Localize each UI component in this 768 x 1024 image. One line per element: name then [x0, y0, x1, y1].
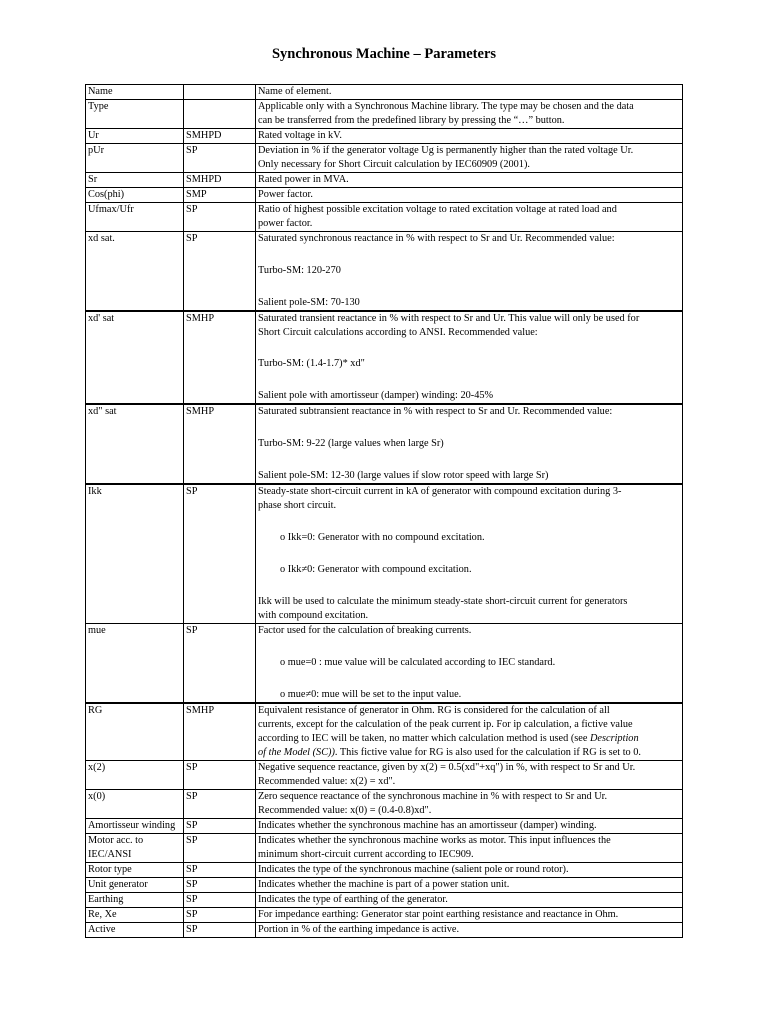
param-description [256, 203, 683, 232]
recommended-value: Turbo-SM: 9-22 (large values when large Sr) [258, 438, 444, 449]
param-description [256, 100, 683, 129]
param-library: SP [184, 624, 256, 704]
bullet-item: o mue=0 : mue value will be calculated according to IEC standard. [280, 657, 556, 668]
reference-link-text: Description [589, 733, 639, 744]
table-row [86, 908, 683, 923]
description-line: Steady-state short-circuit current in kA of generator with compound excitation during 3- [258, 486, 622, 497]
param-name: mue [86, 624, 184, 704]
param-name: xd' sat [86, 311, 184, 404]
param-name: Type [86, 100, 184, 129]
param-library: SMHP [184, 404, 256, 484]
param-name: Re, Xe [86, 908, 184, 923]
recommended-value: Salient pole with amortisseur (damper) winding: 20-45% [258, 390, 494, 401]
param-name: Ikk [86, 484, 184, 624]
table-row [86, 790, 683, 819]
param-name: Earthing [86, 893, 184, 908]
bullet-item: o mue≠0: mue will be set to the input value. [280, 689, 462, 700]
description-line: Equivalent resistance of generator in Ohm. RG is considered for the calculation of all [258, 705, 610, 716]
table-row [86, 834, 683, 863]
param-library: SP [184, 834, 256, 863]
param-library [184, 85, 256, 100]
param-description [256, 790, 683, 819]
param-library: SP [184, 761, 256, 790]
description-line [258, 746, 680, 760]
param-name [86, 834, 184, 863]
param-description: Indicates whether the synchronous machine has an amortisseur (damper) winding. [256, 819, 683, 834]
param-name-line: Motor acc. to [88, 835, 144, 846]
param-name: x(2) [86, 761, 184, 790]
description-line: Zero sequence reactance of the synchronous machine in % with respect to Sr and Ur. [258, 791, 608, 802]
param-description [256, 311, 683, 404]
param-description [256, 703, 683, 761]
table-row [86, 311, 683, 404]
recommended-value: Salient pole-SM: 12-30 (large values if slow rotor speed with large Sr) [258, 470, 549, 481]
param-library: SP [184, 484, 256, 624]
table-row [86, 761, 683, 790]
param-name: Active [86, 923, 184, 938]
page-title: Synchronous Machine – Parameters [271, 46, 497, 62]
bullet-item: o Ikk≠0: Generator with compound excitation. [280, 564, 472, 575]
param-description: Name of element. [256, 85, 683, 100]
table-row [86, 624, 683, 704]
param-library: SP [184, 923, 256, 938]
description-line: can be transferred from the predefined library by pressing the “…” button. [258, 115, 565, 126]
param-name: xd" sat [86, 404, 184, 484]
description-line: Recommended value: x(2) = xd". [258, 776, 396, 787]
param-library: SP [184, 863, 256, 878]
recommended-value: Turbo-SM: 120-270 [258, 265, 341, 276]
param-description [256, 834, 683, 863]
param-library [184, 100, 256, 129]
param-description: Rated voltage in kV. [256, 129, 683, 144]
description-line: Indicates whether the synchronous machine works as motor. This input influences the [258, 835, 611, 846]
param-description [256, 484, 683, 624]
table-row [86, 203, 683, 232]
table-row [86, 85, 683, 100]
param-library: SMHP [184, 703, 256, 761]
param-library: SMHPD [184, 129, 256, 144]
param-description [256, 144, 683, 173]
param-description: Indicates the type of earthing of the generator. [256, 893, 683, 908]
table-row [86, 404, 683, 484]
table-row [86, 188, 683, 203]
param-description [256, 404, 683, 484]
param-name: Unit generator [86, 878, 184, 893]
description-line: Factor used for the calculation of breaking currents. [258, 625, 472, 636]
table-row [86, 893, 683, 908]
param-library: SP [184, 908, 256, 923]
param-description: Indicates whether the machine is part of a power station unit. [256, 878, 683, 893]
param-name: x(0) [86, 790, 184, 819]
param-description [256, 761, 683, 790]
param-library: SMHP [184, 311, 256, 404]
description-line: currents, except for the calculation of the peak current ip. For ip calculation, a fictive value [258, 719, 633, 730]
table-row [86, 173, 683, 188]
param-name: RG [86, 703, 184, 761]
param-library: SMP [184, 188, 256, 203]
description-line: Applicable only with a Synchronous Machine library. The type may be chosen and the data [258, 101, 634, 112]
param-library: SP [184, 203, 256, 232]
table-row [86, 484, 683, 624]
param-name: Ufmax/Ufr [86, 203, 184, 232]
description-line: with compound excitation. [258, 610, 369, 621]
recommended-value: Turbo-SM: (1.4-1.7)* xd" [258, 358, 365, 369]
description-line: Saturated synchronous reactance in % with respect to Sr and Ur. Recommended value: [258, 233, 615, 244]
table-row [86, 878, 683, 893]
description-line: Negative sequence reactance, given by x(2) = 0.5(xd"+xq") in %, with respect to Sr and Ur. [258, 762, 636, 773]
description-line: phase short circuit. [258, 500, 337, 511]
param-description: Portion in % of the earthing impedance is active. [256, 923, 683, 938]
table-row [86, 923, 683, 938]
param-library: SP [184, 232, 256, 312]
table-row [86, 129, 683, 144]
description-line: Saturated transient reactance in % with respect to Sr and Ur. This value will only be used for [258, 313, 640, 324]
table-row [86, 819, 683, 834]
param-description: Power factor. [256, 188, 683, 203]
description-line: Ikk will be used to calculate the minimum steady-state short-circuit current for generators [258, 596, 628, 607]
parameters-table [85, 84, 683, 938]
param-description: Rated power in MVA. [256, 173, 683, 188]
description-line: Saturated subtransient reactance in % with respect to Sr and Ur. Recommended value: [258, 406, 613, 417]
param-name: xd sat. [86, 232, 184, 312]
table-row [86, 863, 683, 878]
description-line: power factor. [258, 218, 313, 229]
param-name-line: IEC/ANSI [88, 849, 132, 860]
param-library: SP [184, 144, 256, 173]
param-name: Name [86, 85, 184, 100]
description-line: Recommended value: x(0) = (0.4-0.8)xd". [258, 805, 432, 816]
param-library: SP [184, 878, 256, 893]
param-library: SP [184, 893, 256, 908]
param-library: SP [184, 819, 256, 834]
table-row [86, 703, 683, 761]
param-name: Sr [86, 173, 184, 188]
param-description [256, 232, 683, 312]
table-row [86, 232, 683, 312]
param-description: Indicates the type of the synchronous machine (salient pole or round rotor). [256, 863, 683, 878]
description-line [258, 732, 680, 746]
description-line: Deviation in % if the generator voltage Ug is permanently higher than the rated voltage Ur. [258, 145, 634, 156]
table-row [86, 100, 683, 129]
param-name: Cos(phi) [86, 188, 184, 203]
param-name: Amortisseur winding [86, 819, 184, 834]
param-library: SP [184, 790, 256, 819]
reference-link-text: of the Model (SC)) [258, 747, 335, 758]
param-name: Ur [86, 129, 184, 144]
description-line: Short Circuit calculations according to ANSI. Recommended value: [258, 327, 538, 338]
table-row [86, 144, 683, 173]
param-library: SMHPD [184, 173, 256, 188]
param-name: Rotor type [86, 863, 184, 878]
description-text: . This fictive value for RG is also used for the calculation if RG is set to 0. [334, 747, 642, 758]
bullet-item: o Ikk=0: Generator with no compound excitation. [280, 532, 485, 543]
param-name: pUr [86, 144, 184, 173]
param-description [256, 624, 683, 704]
description-line: minimum short-circuit current according to IEC909. [258, 849, 474, 860]
description-line: Only necessary for Short Circuit calculation by IEC60909 (2001). [258, 159, 530, 170]
recommended-value: Salient pole-SM: 70-130 [258, 297, 360, 308]
description-line: Ratio of highest possible excitation voltage to rated excitation voltage at rated load and [258, 204, 617, 215]
param-description: For impedance earthing: Generator star point earthing resistance and reactance in Ohm. [256, 908, 683, 923]
description-text: according to IEC will be taken, no matter which calculation method is used (see [258, 733, 590, 744]
